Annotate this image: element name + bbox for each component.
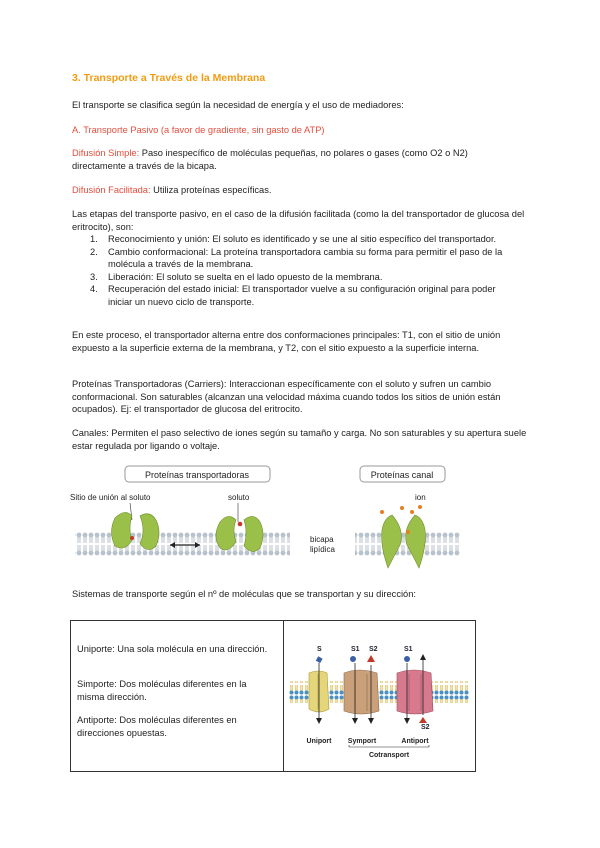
- s1-label: S1: [404, 646, 413, 653]
- s1-label: S1: [351, 646, 360, 653]
- ion-label: ion: [415, 493, 426, 502]
- carriers-box-label: Proteínas transportadoras: [144, 470, 250, 480]
- list-item: 1. Reconocimiento y unión: El soluto es identificado y se une al sitio específico del transportador.: [90, 234, 497, 244]
- figure-transport-systems: [289, 629, 469, 769]
- site-label: Sitio de unión al soluto: [70, 493, 151, 502]
- solute-label: soluto: [228, 493, 250, 502]
- intro-text: El transporte se clasifica según la necesidad de energía y el uso de mediadores:: [72, 100, 404, 110]
- channels-text: Canales: Permiten el paso selectivo de iones según su tamaño y carga. No son saturables y su apertura suele estar regulada por ligando o voltaje.: [72, 428, 527, 451]
- list-item: 2. Cambio conformacional: La proteína transportadora cambia su forma para permitir el paso de la molécula a través de la membrana.: [90, 246, 503, 269]
- facilitated-diffusion: [72, 184, 522, 197]
- facilitated-text: Utiliza proteínas específicas.: [150, 185, 272, 195]
- section-title: 3. Transporte a Través de la Membrana: [72, 72, 266, 84]
- stages-intro: Las etapas del transporte pasivo, en el caso de la difusión facilitada (como la del transportador de glucosa del eritrocito), son:: [72, 209, 525, 232]
- channels-box-label: Proteínas canal: [370, 470, 434, 480]
- symport-text: Simporte: Dos moléculas diferentes en la misma dirección.: [77, 679, 247, 702]
- cotransport-label: Cotransport: [368, 752, 410, 759]
- passive-heading: A. Transporte Pasivo (a favor de gradiente, sin gasto de ATP): [72, 125, 325, 135]
- systems-heading: Sistemas de transporte según el nº de moléculas que se transportan y su dirección:: [72, 589, 416, 599]
- simple-label: Difusión Simple:: [72, 148, 140, 158]
- stages-list: [90, 233, 522, 308]
- bilayer-label: bicapa: [310, 535, 334, 544]
- simple-text: Paso inespecífico de moléculas pequeñas, no polares o gases (como O2 o N2) directamente a través de la bicapa.: [72, 148, 468, 171]
- s2-label: S2: [369, 646, 378, 653]
- systems-table: [70, 620, 476, 772]
- list-item: 4. Recuperación del estado inicial: El transportador vuelve a su configuración original para poder iniciar un nuevo ciclo de transporte.: [90, 284, 496, 307]
- uniport-text: Uniporte: Una sola molécula en una dirección.: [77, 644, 268, 654]
- s2-label: S2: [421, 724, 430, 731]
- carriers-text: Proteínas Transportadoras (Carriers): Interaccionan específicamente con el soluto y sufren un cambio conformacional. Son saturables (alcanzan una velocidad máxima cuando todos los sitios de unión están ocupados). Ej: el transportador de glucosa del eritrocito.: [72, 379, 501, 414]
- s-label: S: [317, 646, 322, 653]
- antiport-text: Antiporte: Dos moléculas diferentes en direcciones opuestas.: [77, 715, 237, 738]
- uniport-label: Uniport: [306, 738, 332, 745]
- bilayer-label: lipídica: [310, 545, 335, 554]
- antiport-label: Antiport: [401, 738, 429, 745]
- figure-carriers-channels: [70, 460, 470, 580]
- process-text: En este proceso, el transportador alterna entre dos conformaciones principales: T1, con el sitio de unión expuesto a la superficie externa de la membrana, y T2, con el sitio expuesto a la superficie interna.: [72, 330, 501, 353]
- list-item: 3. Liberación: El soluto se suelta en el lado opuesto de la membrana.: [90, 271, 383, 282]
- symport-label: Symport: [347, 738, 377, 745]
- simple-diffusion: [72, 147, 522, 172]
- facilitated-label: Difusión Facilitada:: [72, 185, 151, 195]
